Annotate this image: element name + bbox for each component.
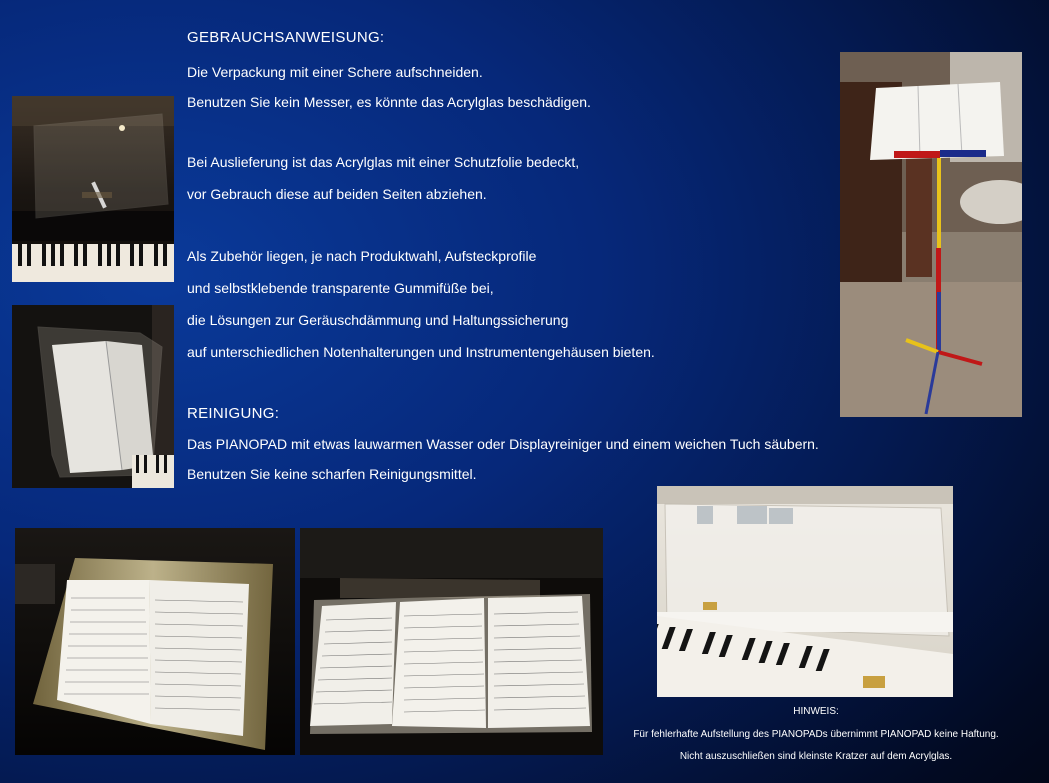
usage-heading: GEBRAUCHSANWEISUNG: bbox=[187, 29, 385, 46]
cleaning-heading: REINIGUNG: bbox=[187, 405, 280, 422]
photo-wide-stand-with-three-sheets bbox=[300, 528, 603, 755]
usage-line: Die Verpackung mit einer Schere aufschneiden. bbox=[187, 64, 483, 80]
cleaning-line: Benutzen Sie keine scharfen Reinigungsmittel. bbox=[187, 466, 477, 482]
usage-line: Benutzen Sie kein Messer, es könnte das Acrylglas beschädigen. bbox=[187, 94, 591, 110]
photo-acrylic-pad-on-white-piano bbox=[657, 486, 953, 697]
photo-pad-with-white-panels bbox=[12, 305, 174, 488]
usage-line: und selbstklebende transparente Gummifüße bei, bbox=[187, 280, 494, 296]
photo-colorful-music-stand bbox=[840, 52, 1022, 417]
cleaning-line: Das PIANOPAD mit etwas lauwarmen Wasser oder Displayreiniger und einem weichen Tuch säubern. bbox=[187, 436, 819, 452]
usage-line: vor Gebrauch diese auf beiden Seiten abziehen. bbox=[187, 186, 487, 202]
usage-line: auf unterschiedlichen Notenhalterungen und Instrumentengehäusen bieten. bbox=[187, 344, 655, 360]
photo-gold-stand-with-sheet-music bbox=[15, 528, 295, 755]
notice-heading: HINWEIS: bbox=[793, 706, 839, 717]
photo-acrylic-pad-on-black-piano bbox=[12, 96, 174, 282]
usage-line: Bei Auslieferung ist das Acrylglas mit einer Schutzfolie bedeckt, bbox=[187, 154, 580, 170]
notice-line: Nicht auszuschließen sind kleinste Kratzer auf dem Acrylglas. bbox=[679, 751, 953, 762]
usage-line: Als Zubehör liegen, je nach Produktwahl, Aufsteckprofile bbox=[187, 248, 537, 264]
usage-line: die Lösungen zur Geräuschdämmung und Haltungssicherung bbox=[187, 312, 569, 328]
notice-line: Für fehlerhafte Aufstellung des PIANOPADs übernimmt PIANOPAD keine Haftung. bbox=[633, 729, 999, 740]
